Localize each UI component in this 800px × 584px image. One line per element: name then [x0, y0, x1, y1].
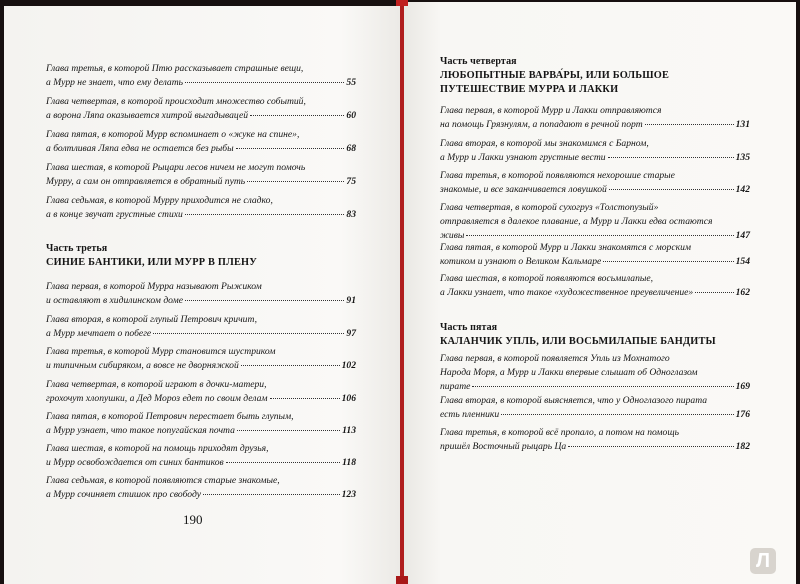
toc-entry[interactable] [440, 241, 750, 269]
page-ref: 113 [342, 425, 356, 436]
entry-line: а Мурр не знает, что ему делать [46, 77, 184, 88]
leader-dots [226, 461, 340, 463]
entry-line: и Мурр освобождается от синих бантиков [46, 457, 224, 468]
part-title: ЛЮБОПЫТНЫЕ ВАРВА́РЫ, ИЛИ БОЛЬШОЕ [440, 70, 670, 81]
page-ref: 135 [735, 152, 750, 163]
book-spine [400, 0, 404, 584]
leader-dots [185, 81, 344, 83]
leader-dots [501, 413, 733, 415]
part-title: СИНИЕ БАНТИКИ, ИЛИ МУРР В ПЛЕНУ [46, 257, 257, 268]
part-label: Часть пятая [440, 322, 498, 333]
leader-dots [250, 114, 344, 116]
part-label: Часть четвертая [440, 56, 517, 67]
entry-line: а Лакки узнает, что такое «художественное преувеличение» [440, 287, 694, 298]
entry-line: грохочут хлопушки, а Дед Мороз едет по своим делам [46, 393, 268, 404]
page-ref: 55 [346, 77, 356, 88]
entry-line: Глава пятая, в которой Мурр и Лакки знакомятся с морским [440, 242, 691, 253]
leader-dots [270, 397, 340, 399]
leader-dots [609, 188, 734, 190]
entry-line: Глава вторая, в которой глупый Петрович кричит, [46, 314, 258, 325]
toc-entry[interactable] [440, 137, 750, 165]
entry-line: Народа Моря, а Мурр и Лакки впервые слышат об Одноглазом [440, 367, 698, 378]
entry-line: Глава вторая, в которой выясняется, что у Одноглазого пирата [440, 395, 708, 406]
entry-line: Глава седьмая, в которой появляются старые знакомые, [46, 475, 280, 486]
toc-entry[interactable] [46, 345, 356, 373]
entry-line: а Мурр и Лакки узнают грустные вести [440, 152, 606, 163]
toc-entry[interactable] [46, 161, 356, 189]
spine-bottom [396, 576, 408, 584]
leader-dots [185, 213, 345, 215]
entry-line: и типичным сибиряком, а вовсе не дворняжкой [46, 360, 239, 371]
toc-entry[interactable] [46, 280, 356, 308]
page-ref: 142 [735, 184, 750, 195]
toc-entry[interactable] [440, 169, 750, 197]
toc-entry[interactable] [46, 313, 356, 341]
leader-dots [695, 291, 733, 293]
leader-dots [247, 180, 344, 182]
entry-line: Глава третья, в которой Птю рассказывает страшные вещи, [46, 63, 304, 74]
toc-entry[interactable] [46, 194, 356, 222]
leader-dots [185, 299, 344, 301]
entry-line: Глава седьмая, в которой Мурру приходится не сладко, [46, 195, 273, 206]
leader-dots [466, 234, 733, 236]
page-number: 190 [183, 512, 203, 527]
entry-line: Глава пятая, в которой Мурр вспоминает о «жуке на спине», [46, 129, 300, 140]
entry-line: Глава вторая, в которой мы знакомимся с Барном, [440, 138, 649, 149]
entry-line: а Мурр мечтает о побеге [46, 328, 152, 339]
toc-entry[interactable] [46, 95, 356, 123]
page-ref: 83 [346, 209, 356, 220]
part-title: КАЛАНЧИК УПЛЬ, ИЛИ ВОСЬМИЛАПЫЕ БАНДИТЫ [440, 336, 716, 347]
leader-dots [472, 385, 733, 387]
leader-dots [153, 332, 344, 334]
leader-dots [608, 156, 734, 158]
page-ref: 176 [735, 409, 750, 420]
leader-dots [237, 429, 340, 431]
page-ref: 118 [342, 457, 356, 468]
entry-line: а в конце звучат грустные стихи [46, 209, 183, 220]
entry-line: Мурру, а сам он отправляется в обратный путь [46, 176, 246, 187]
entry-line: Глава первая, в которой появляется Упль из Мохнатого [440, 353, 670, 364]
page-ref: 131 [735, 119, 750, 130]
entry-line: Глава третья, в которой Мурр становится шустриком [46, 346, 276, 357]
toc-entry[interactable] [440, 394, 750, 422]
entry-line: Глава третья, в которой всё пропало, а потом на помощь [440, 427, 679, 438]
entry-line: Глава шестая, в которой появляются восьмилапые, [440, 273, 654, 284]
entry-line: отправляется в далекое плавание, а Мурр и Лакки едва остаются [440, 216, 713, 227]
entry-line: Глава пятая, в которой Петрович перестает быть глупым, [46, 411, 294, 422]
page-ref: 97 [346, 328, 356, 339]
entry-line: живы [440, 230, 465, 241]
page-ref: 154 [735, 256, 750, 267]
page-ref: 68 [346, 143, 356, 154]
page-ref: 102 [341, 360, 356, 371]
entry-line: Глава шестая, в которой на помощь приходят друзья, [46, 443, 269, 454]
page-ref: 91 [346, 295, 356, 306]
leader-dots [203, 493, 340, 495]
page-ref: 106 [341, 393, 356, 404]
page-ref: 162 [735, 287, 750, 298]
toc-entry[interactable] [440, 272, 750, 300]
page-ref: 182 [735, 441, 750, 452]
entry-line: пирате [440, 381, 471, 392]
entry-line: знакомые, и все заканчивается ловушкой [440, 184, 607, 195]
toc-entry[interactable] [46, 62, 356, 90]
entry-line: пришёл Восточный рыцарь Ца [440, 441, 567, 452]
toc-entry[interactable] [440, 201, 750, 243]
watermark-logo [750, 548, 776, 574]
leader-dots [603, 260, 733, 262]
toc-entry[interactable] [46, 442, 356, 470]
logo-letter: Л [755, 549, 771, 572]
entry-line: Глава первая, в которой Мурра называют Рыжиком [46, 281, 262, 292]
toc-entry[interactable] [440, 426, 750, 454]
entry-line: Глава первая, в которой Мурр и Лакки отправляются [440, 105, 662, 116]
entry-line: Глава третья, в которой появляются нехорошие старые [440, 170, 675, 181]
toc-entry[interactable] [440, 104, 750, 132]
toc-entry[interactable] [440, 352, 750, 394]
entry-line: на помощь Грязнулям, а попадают в речной порт [440, 119, 643, 130]
entry-line: Глава четвертая, в которой играют в дочки-матери, [46, 379, 267, 390]
page-ref: 147 [735, 230, 750, 241]
part-label: Часть третья [46, 243, 108, 254]
entry-line: а ворона Ляпа оказывается хитрой выгадывацей [46, 110, 248, 121]
leader-dots [236, 147, 345, 149]
toc-entry[interactable] [46, 474, 356, 502]
entry-line: Глава четвертая, в которой происходит множество событий, [46, 96, 306, 107]
toc-entry[interactable] [46, 410, 356, 438]
entry-line: есть пленники [440, 409, 500, 420]
entry-line: котиком и узнают о Великом Кальмаре [440, 256, 602, 267]
entry-line: а болтливая Ляпа едва не остается без рыбы [46, 143, 234, 154]
leader-dots [645, 123, 734, 125]
entry-line: и оставляют в хидилинском доме [46, 295, 183, 306]
entry-line: а Мурр узнает, что такое попугайская почта [46, 425, 235, 436]
entry-line: а Мурр сочиняет стишок про свободу [46, 489, 201, 500]
page-ref: 75 [346, 176, 356, 187]
page-ref: 123 [341, 489, 356, 500]
toc-entry[interactable] [46, 378, 356, 406]
entry-line: Глава четвертая, в которой сухогруз «Толстопузый» [440, 202, 659, 213]
page-ref: 60 [346, 110, 356, 121]
page-ref: 169 [735, 381, 750, 392]
toc-entry[interactable] [46, 128, 356, 156]
leader-dots [568, 445, 733, 447]
part-title: ПУТЕШЕСТВИЕ МУРРА И ЛАККИ [440, 84, 619, 95]
spine-top [396, 0, 408, 6]
leader-dots [241, 364, 340, 366]
entry-line: Глава шестая, в которой Рыцари лесов ничем не могут помочь [46, 162, 306, 173]
